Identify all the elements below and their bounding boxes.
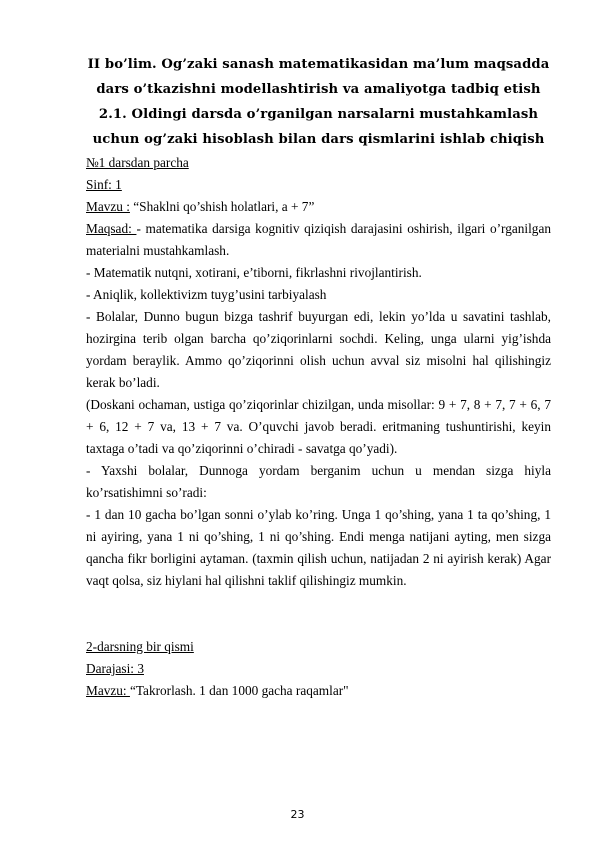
paragraph: - Bolalar, Dunno bugun bizga tashrif buyurgan edi, lekin yo’lda u savatini tashlab, hozirgina terib olgan barcha qo’ziqorinlarni sochdi. Keling, unga ularni yig’ishda yordam beraylik. Ammo qo’ziqorinni olish uchun avval siz misolni hal qilishingiz kerak bo’ladi. [86,309,551,390]
paragraph: - 1 dan 10 gacha bo’lgan sonni o’ylab ko’ring. Unga 1 qo’shing, yana 1 ta qo’shing, 1 ni ayiring, yana 1 ni qo’shing, 1 ni qo’shing. Endi menga natijani ayting, men sizga qancha fikr borligini aytaman. (taxmin qilish uchun, natijadan 2 ni ayirish kerak) Agar vaqt qolsa, siz hiylani hal qilishni taklif qilishingiz mumkin. [86,507,551,588]
lesson-part-title [86,636,551,658]
goal-line [86,218,551,262]
class-line [86,174,551,196]
document-page [86,52,551,702]
goal-label: Maqsad: [86,221,137,236]
topic-text: “Shaklni qo’shish holatlari, a + 7” [129,199,315,214]
section-heading: 2.1. Oldingi darsda o’rganilgan narsalarni mustahkamlash uchun og’zaki hisoblash bilan dars qismlarini ishlab chiqish [92,107,545,147]
topic-line-2 [86,680,551,702]
class-label: Sinf: 1 [86,177,122,192]
topic-label-2: Mavzu: [86,683,130,698]
lesson-excerpt-title-text: №1 darsdan parcha [86,155,189,170]
goal-text: - matematika darsiga kognitiv qiziqish darajasini oshirish, ilgari o’rganilgan materialni mustahkamlash. [86,221,552,258]
topic-label: Mavzu : [86,199,130,214]
spacer [86,592,551,636]
paragraph: (Doskani ochaman, ustiga qo’ziqorinlar chizilgan, unda misollar: 9 + 7, 8 + 7, 7 + 6, 7 + 6, 12 + 7 va, 13 + 7 va. O’quvchi javob beradi. eritmaning tushuntirishi, keyin taxtaga o’tadi va qo’ziqorinni o’chiradi - savatga qo’yadi). [86,397,551,456]
page-number: 23 [290,808,305,821]
lesson-excerpt-title [86,152,551,174]
topic-line [86,196,551,218]
level-line [86,658,551,680]
lesson-part-title-text: 2-darsning bir qismi [86,639,194,654]
chapter-heading: II bo’lim. Og’zaki sanash matematikasidan ma’lum maqsadda dars o’tkazishni modellashtirish va amaliyotga tadbiq etish [87,57,550,97]
paragraph: - Aniqlik, kollektivizm tuyg’usini tarbiyalash [86,287,327,302]
paragraph: - Matematik nutqni, xotirani, e’tiborni, fikrlashni rivojlantirish. [86,265,422,280]
paragraph: - Yaxshi bolalar, Dunnoga yordam berganim uchun u mendan sizga hiyla ko’rsatishimni so’radi: [86,463,551,500]
topic-text-2: “Takrorlash. 1 dan 1000 gacha raqamlar" [129,683,349,698]
level-label: Darajasi: 3 [86,661,144,676]
